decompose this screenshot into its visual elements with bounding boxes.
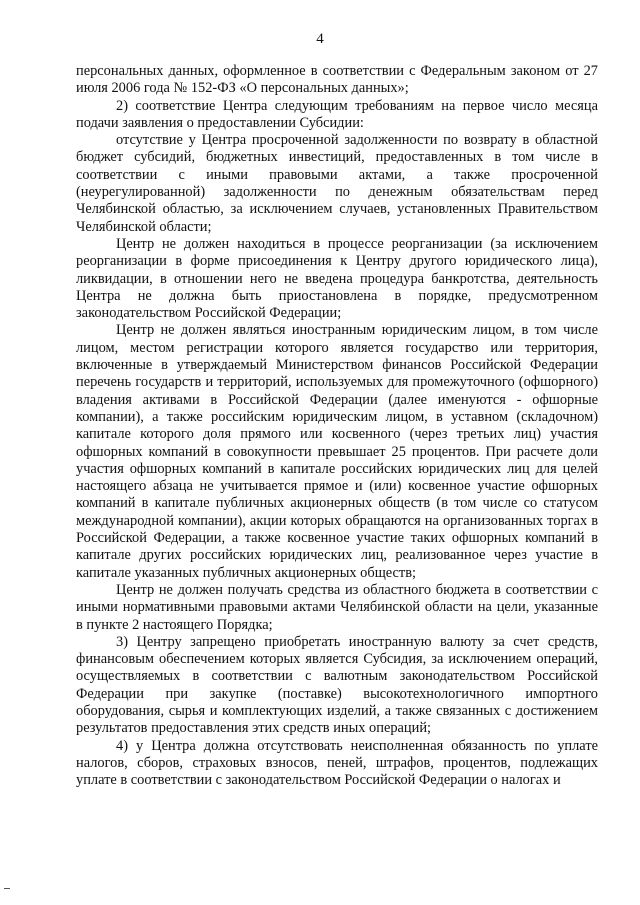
paragraph: 4) у Центра должна отсутствовать неисполненная обязанность по уплате налогов, сборов, страховых взносов, пеней, штрафов, процентов, подлежащих уплате в соответствии с законодательством Российской Федерации о налогах и: [76, 737, 598, 789]
paragraph: 2) соответствие Центра следующим требованиям на первое число месяца подачи заявления о предоставлении Субсидии:: [76, 97, 598, 131]
paragraph: 3) Центру запрещено приобретать иностранную валюту за счет средств, финансовым обеспечением которых является Субсидия, за исключением операций, осуществляемых в соответствии с валютным законодательством Российской Федерации при закупке (поставке) высокотехнологичного импортного оборудования, сырья и комплектующих изделий, а также связанных с достижением результатов предоставления этих средств иных операций;: [76, 633, 598, 737]
paragraph: Центр не должен являться иностранным юридическим лицом, в том числе лицом, местом регистрации которого является государство или территория, включенные в утверждаемый Министерством финансов Российской Федерации перечень государств и территорий, используемых для промежуточного (офшорного) владения активами в Российской Федерации (далее именуются - офшорные компании), а также российским юридическим лицом, в уставном (складочном) капитале которого доля прямого или косвенного (через третьих лиц) участия офшорных компаний в совокупности превышает 25 процентов. При расчете доли участия офшорных компаний в капитале российских юридических лиц для целей настоящего абзаца не учитывается прямое и (или) косвенное участие офшорных компаний в капитале публичных акционерных обществ (в том числе со статусом международной компании), акции которых обращаются на организованных торгах в Российской Федерации, а также косвенное участие таких офшорных компаний в капитале других российских юридических лиц, реализованное через участие в капитале указанных публичных акционерных обществ;: [76, 322, 598, 581]
margin-mark: [4, 888, 10, 889]
document-body: [76, 63, 598, 789]
paragraph: Центр не должен находиться в процессе реорганизации (за исключением реорганизации в форме присоединения к Центру другого юридического лица), ликвидации, в отношении него не введена процедура банкротства, деятельность Центра не должна быть приостановлена в порядке, предусмотренном законодательством Российской Федерации;: [76, 235, 598, 322]
paragraph: персональных данных, оформленное в соответствии с Федеральным законом от 27 июля 2006 года № 152-ФЗ «О персональных данных»;: [76, 63, 598, 97]
paragraph: отсутствие у Центра просроченной задолженности по возврату в областной бюджет субсидий, бюджетных инвестиций, предоставленных в том числе в соответствии с иными правовыми актами, а также просроченной (неурегулированной) задолженности по денежным обязательствам перед Челябинской областью, за исключением случаев, установленных Правительством Челябинской области;: [76, 132, 598, 235]
paragraph: Центр не должен получать средства из областного бюджета в соответствии с иными нормативными правовыми актами Челябинской области на цели, указанные в пункте 2 настоящего Порядка;: [76, 581, 598, 633]
page-number: 4: [316, 31, 324, 47]
